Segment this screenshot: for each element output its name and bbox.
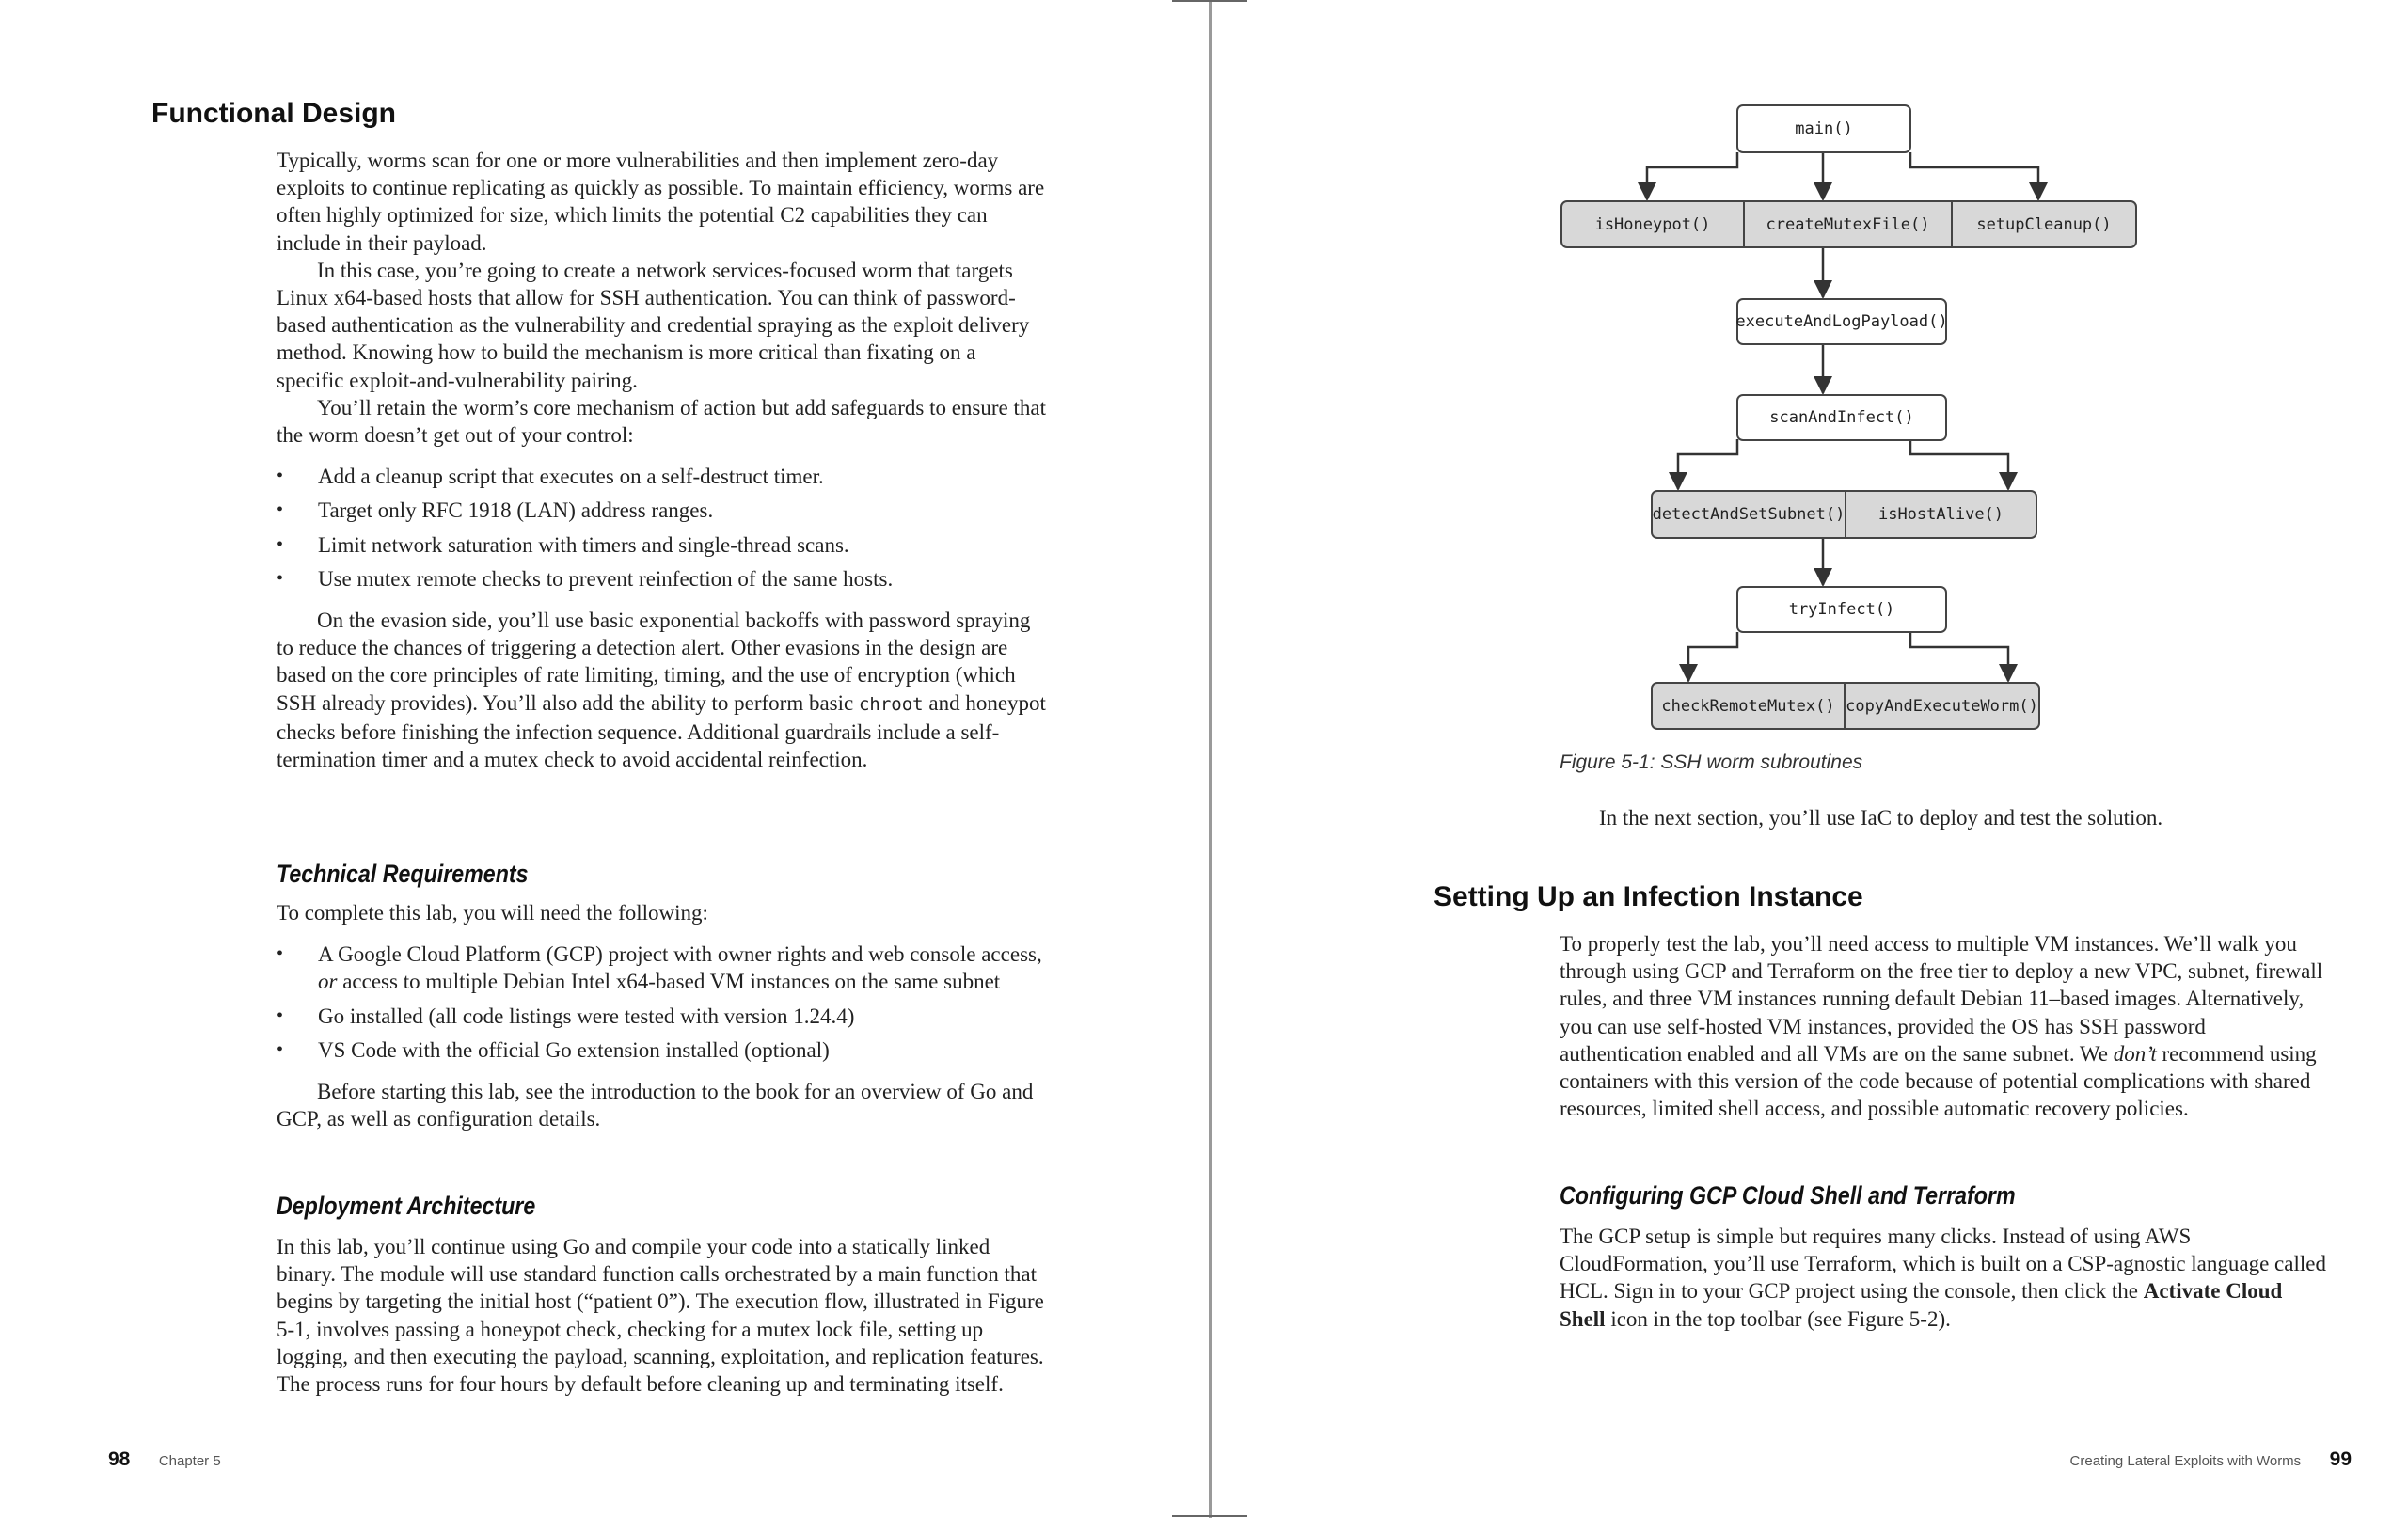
node-tryinfect: tryInfect() xyxy=(1736,586,1947,633)
list-item: • Use mutex remote checks to prevent reinfection of the same hosts. xyxy=(277,565,1048,593)
list-item: • Limit network saturation with timers and single-thread scans. xyxy=(277,531,1048,559)
left-footer xyxy=(108,1448,221,1471)
deployment-architecture-body xyxy=(277,1233,1048,1398)
paragraph: In this lab, you’ll continue using Go and compile your code into a statically linked binary. The module will use standard function calls orchestrated by a main function that begins by targeting the initial host (“patient 0”). The execution flow, illustrated in Figure 5-1, involves passing a honeypot check, checking for a mutex lock file, setting up logging, and then executing the payload, scanning, exploitation, and replication features. The process runs for four hours by default before cleaning up and terminating itself. xyxy=(277,1235,1044,1397)
configuring-gcp-body xyxy=(1560,1223,2331,1333)
arrow-try-to-checkremote xyxy=(1688,632,1737,681)
page-number: 98 xyxy=(108,1448,131,1470)
arrow-scan-to-hostalive xyxy=(1910,439,2008,489)
node-copyandexecuteworm: copyAndExecuteWorm() xyxy=(1844,684,2038,728)
section-title-functional-design: Functional Design xyxy=(151,98,397,129)
node-checkremotemutex: checkRemoteMutex() xyxy=(1661,696,1835,716)
right-footer xyxy=(2070,1448,2352,1471)
list-item: • Add a cleanup script that executes on a self-destruct timer. xyxy=(277,463,1048,490)
section-title-setting-up-infection-instance: Setting Up an Infection Instance xyxy=(1434,881,1863,912)
list-item: • A Google Cloud Platform (GCP) project with owner rights and web console access, or access to multiple Debian Intel x64-based VM instances on the same subnet xyxy=(277,941,1048,995)
paragraph: You’ll retain the worm’s core mechanism of action but add safeguards to ensure that the worm doesn’t get out of your control: xyxy=(277,395,1046,448)
ui-label-activate-cloud-shell: Activate Cloud Shell xyxy=(1560,1279,2283,1331)
paragraph: In this case, you’re going to create a network services-focused worm that targets Linux x64-based hosts that allow for SSH authentication. You can think of password-based authentication as the vulnerability and credential spraying as the exploit delivery method. Knowing how to build the mechanism is more critical than fixating on a specific exploit-and-vulnerability pairing. xyxy=(277,258,1030,392)
arrow-main-to-setupcleanup xyxy=(1910,152,2038,199)
node-setupcleanup: setupCleanup() xyxy=(1951,202,2135,246)
list-item: • Target only RFC 1918 (LAN) address ranges. xyxy=(277,497,1048,524)
next-section-paragraph: In the next section, you’ll use IaC to deploy and test the solution. xyxy=(1599,806,2163,830)
functional-design-body xyxy=(277,147,1048,773)
node-createmutexfile: createMutexFile() xyxy=(1743,202,1951,246)
flow-diagram xyxy=(1218,0,2408,743)
paragraph: The GCP setup is simple but requires many clicks. Instead of using AWS CloudFormation, you’ll use Terraform, which is built on a CSP-agnostic language called HCL. Sign in to your GCP project using the console, then click the Activate Cloud Shell icon in the top toolbar (see Figure 5-2). xyxy=(1560,1225,2326,1331)
node-executeandlogpayload: executeAndLogPayload() xyxy=(1736,298,1947,345)
page-number: 99 xyxy=(2329,1448,2352,1470)
node-group-row2 xyxy=(1651,490,2037,539)
node-ishostalive: isHostAlive() xyxy=(1845,492,2036,537)
setting-up-body xyxy=(1560,930,2331,1122)
subsection-title-technical-requirements: Technical Requirements xyxy=(277,860,529,888)
arrow-main-to-ishoneypot xyxy=(1647,152,1737,199)
node-group-row1 xyxy=(1560,200,2137,248)
right-page xyxy=(1218,0,2408,1518)
evasion-paragraph: On the evasion side, you’ll use basic exponential backoffs with password spraying to reduce the chances of triggering a detection alert. Other evasions in the design are based on the core principles of rate limiting, timing, and the use of encryption (which SSH already provides). You’ll also add the ability to perform basic chroot and honeypot checks before finishing the infection sequence. Additional guardrails include a self-termination timer and a mutex check to avoid accidental reinfection. xyxy=(277,609,1046,772)
paragraph: Before starting this lab, see the introduction to the book for an overview of Go and GCP, as well as configuration details. xyxy=(277,1080,1034,1131)
figure-caption: Figure 5-1: SSH worm subroutines xyxy=(1560,751,1863,773)
node-group-row3 xyxy=(1651,682,2040,730)
list-item: • VS Code with the official Go extension installed (optional) xyxy=(277,1036,1048,1064)
node-main: main() xyxy=(1736,104,1911,153)
chapter-label: Chapter 5 xyxy=(158,1453,221,1469)
paragraph: To complete this lab, you will need the following: xyxy=(277,901,708,925)
subsection-title-configuring-gcp: Configuring GCP Cloud Shell and Terraform xyxy=(1560,1181,2016,1210)
subsection-title-deployment-architecture: Deployment Architecture xyxy=(277,1192,536,1220)
list-item: • Go installed (all code listings were tested with version 1.24.4) xyxy=(277,1003,1048,1030)
safeguards-list xyxy=(277,463,1048,593)
node-scanandinfect: scanAndInfect() xyxy=(1736,394,1947,441)
requirements-list xyxy=(277,941,1048,1064)
paragraph: To properly test the lab, you’ll need access to multiple VM instances. We’ll walk you through using GCP and Terraform on the free tier to deploy a new VPC, subnet, firewall rules, and three VM instances running default Debian 11–based images. Alternatively, you can use self-hosted VM instances, provided the OS has SSH password authentication enabled and all VMs are on the same subnet. We don’t recommend using containers with this version of the code because of potential complications with shared resources, limited shell access, and possible automatic recovery policies. xyxy=(1560,932,2323,1121)
running-head: Creating Lateral Exploits with Worms xyxy=(2069,1453,2302,1469)
arrow-scan-to-detect xyxy=(1678,439,1737,489)
node-detectandsetsubnet: detectAndSetSubnet() xyxy=(1652,505,1846,524)
inline-code: chroot xyxy=(858,693,924,715)
technical-requirements-body xyxy=(277,899,1048,1132)
node-ishoneypot: isHoneypot() xyxy=(1594,214,1711,234)
paragraph: Typically, worms scan for one or more vulnerabilities and then implement zero-day exploits to continue replicating as quickly as possible. To maintain efficiency, worms are often highly optimized for size, which limits the potential C2 capabilities they can include in their payload. xyxy=(277,149,1045,255)
arrow-try-to-copyexecute xyxy=(1910,632,2008,681)
book-spine xyxy=(1209,0,1212,1518)
